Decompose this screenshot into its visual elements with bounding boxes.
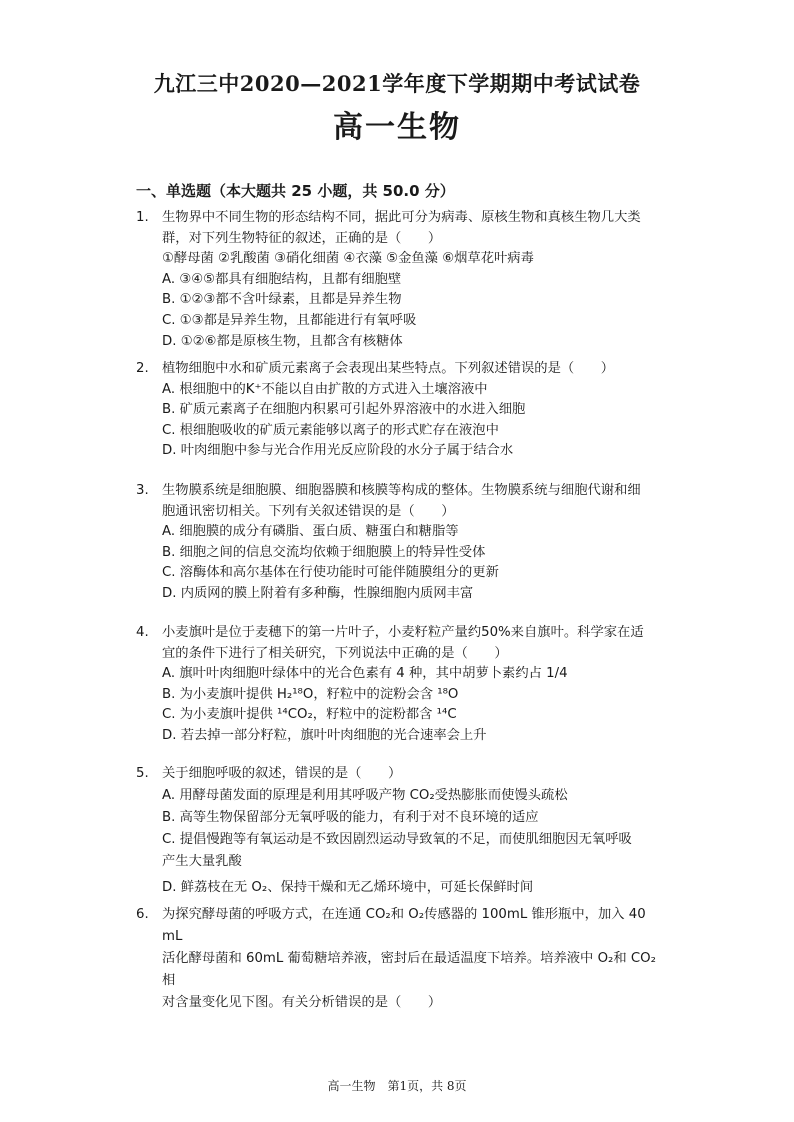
option-a: A. 细胞膜的成分有磷脂、蛋白质、糖蛋白和糖脂等 xyxy=(162,524,459,540)
option-c: C. 提倡慢跑等有氧运动是不致因剧烈运动导致氧的不足，而使肌细胞因无氧呼吸 xyxy=(162,831,632,847)
option-c: C. 根细胞吸收的矿质元素能够以离子的形式贮存在液泡中 xyxy=(162,422,499,438)
option-b: B. ①②③都不含叶绿素，且都是异养生物 xyxy=(162,292,402,308)
section-heading: 一、单选题（本大题共 25 小题，共 50.0 分） xyxy=(136,182,455,200)
question-number: 1. xyxy=(136,210,149,225)
option-c: C. ①③都是异养生物，且都能进行有氧呼吸 xyxy=(162,312,417,328)
question-stem-line: 宜的条件下进行了相关研究，下列说法中正确的是（ ） xyxy=(162,645,508,661)
question-stem-line: 关于细胞呼吸的叙述，错误的是（ ） xyxy=(162,766,402,781)
option-a: A. 根细胞中的K⁺不能以自由扩散的方式进入土壤溶液中 xyxy=(162,381,488,397)
page-footer: 高一生物 第1页，共 8页 xyxy=(327,1079,467,1093)
question-stem-line: 对含量变化见下图。有关分析错误的是（ ） xyxy=(162,995,442,1010)
option-a: A. ③④⑤都具有细胞结构，且都有细胞壁 xyxy=(162,271,402,287)
option-a: A. 旗叶叶肉细胞叶绿体中的光合色素有 4 种，其中胡萝卜素约占 1/4 xyxy=(162,666,568,682)
subject-title: 高一生物 xyxy=(333,110,461,145)
question-stem-line: 为探究酵母菌的呼吸方式，在连通 CO₂和 O₂传感器的 100mL 锥形瓶中，加入 40 mL xyxy=(162,907,646,944)
option-b: B. 为小麦旗叶提供 H₂¹⁸O，籽粒中的淀粉会含 ¹⁸O xyxy=(162,686,459,702)
question-stem-line: 生物界中不同生物的形态结构不同，据此可分为病毒、原核生物和真核生物几大类 xyxy=(162,210,641,225)
question-4 xyxy=(136,623,656,747)
option-b: B. 矿质元素离子在细胞内积累可引起外界溶液中的水进入细胞 xyxy=(162,402,526,418)
question-extra-line: ①酵母菌 ②乳酸菌 ③硝化细菌 ④衣藻 ⑤金鱼藻 ⑥烟草花叶病毒 xyxy=(162,251,534,267)
option-d: D. 叶肉细胞中参与光合作用光反应阶段的水分子属于结合水 xyxy=(162,443,514,459)
question-number: 4. xyxy=(136,625,149,640)
option-b: B. 高等生物保留部分无氧呼吸的能力，有利于对不良环境的适应 xyxy=(162,809,539,825)
question-stem-line: 生物膜系统是细胞膜、细胞器膜和核膜等构成的整体。生物膜系统与细胞代谢和细 xyxy=(162,483,641,498)
option-d: D. ①②⑥都是原核生物，且都含有核糖体 xyxy=(162,333,403,349)
option-d: D. 若去掉一部分籽粒，旗叶叶肉细胞的光合速率会上升 xyxy=(162,727,487,743)
question-stem-line: 活化酵母菌和 60mL 葡萄糖培养液，密封后在最适温度下培养。培养液中 O₂和 CO₂相 xyxy=(162,951,656,988)
option-d: D. 鲜荔枝在无 O₂、保持干燥和无乙烯环境中，可延长保鲜时间 xyxy=(162,879,534,895)
question-6 xyxy=(136,904,656,1014)
option-a: A. 用酵母菌发面的原理是利用其呼吸产物 CO₂受热膨胀而使馒头疏松 xyxy=(162,787,568,803)
question-number: 6. xyxy=(136,907,149,922)
question-stem-line: 植物细胞中水和矿质元素离子会表现出某些特点。下列叙述错误的是（ ） xyxy=(162,361,615,376)
question-stem-line: 胞通讯密切相关。下列有关叙述错误的是（ ） xyxy=(162,503,455,519)
option-d: D. 内质网的膜上附着有多种酶，性腺细胞内质网丰富 xyxy=(162,585,474,601)
question-number: 5. xyxy=(136,766,149,781)
option-c-continued: 产生大量乳酸 xyxy=(162,853,242,869)
option-c: C. 溶酶体和高尔基体在行使功能时可能伴随膜组分的更新 xyxy=(162,565,499,581)
exam-title: 九江三中2020—2021学年度下学期期中考试试卷 xyxy=(153,71,641,96)
question-number: 3. xyxy=(136,483,149,498)
option-b: B. 细胞之间的信息交流均依赖于细胞膜上的特异性受体 xyxy=(162,544,486,560)
question-stem-line: 小麦旗叶是位于麦穗下的第一片叶子，小麦籽粒产量约50%来自旗叶。科学家在适 xyxy=(162,625,644,640)
question-5 xyxy=(136,764,656,899)
question-number: 2. xyxy=(136,361,149,376)
question-3 xyxy=(136,481,656,605)
question-1 xyxy=(136,208,656,352)
question-stem-line: 群，对下列生物特征的叙述，正确的是（ ） xyxy=(162,230,442,246)
option-c: C. 为小麦旗叶提供 ¹⁴CO₂，籽粒中的淀粉都含 ¹⁴C xyxy=(162,707,457,723)
question-2 xyxy=(136,359,656,462)
